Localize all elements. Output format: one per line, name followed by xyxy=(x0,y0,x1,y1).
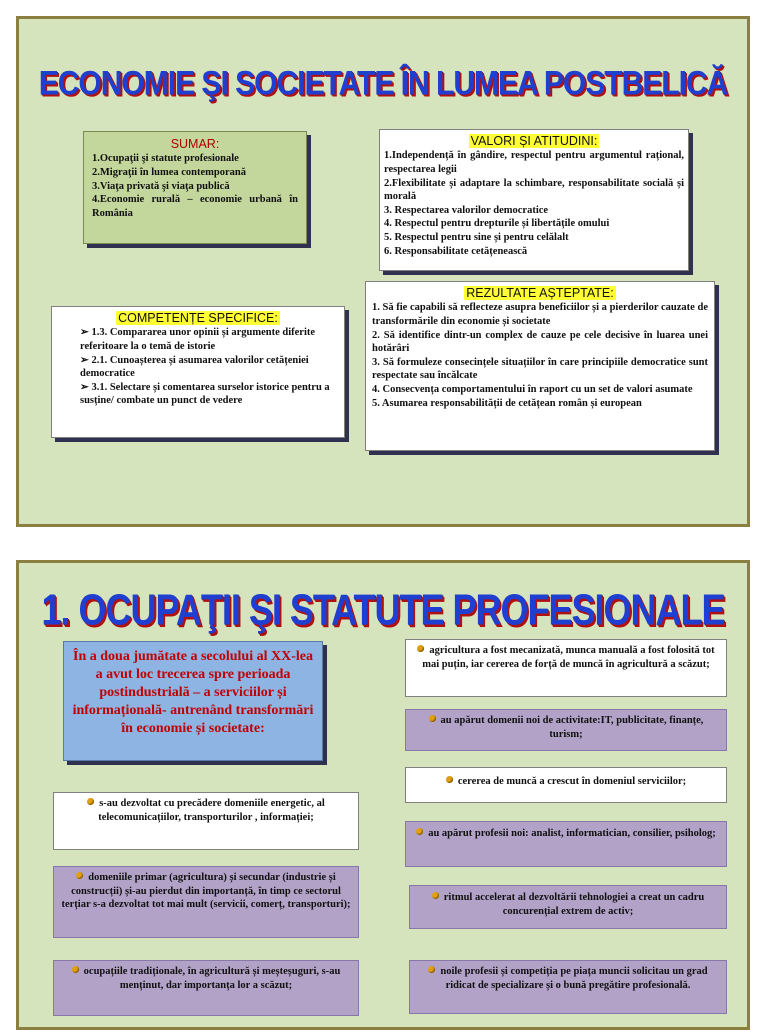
arrow-bullet-icon: ➢ xyxy=(80,381,89,393)
left-point-3: ocupațiile tradiționale, în agricultură și meșteșuguri, s-au menținut, dar importanța lor a scăzut; xyxy=(53,960,359,1016)
valori-item: 3. Respectarea valorilor democratice xyxy=(384,204,549,216)
right-point-3: cererea de muncă a crescut în domeniul serviciilor; xyxy=(405,767,727,803)
sumar-item: 1.Ocupaţii şi statute profesionale xyxy=(92,153,239,165)
valori-item: 2.Flexibilitate și adaptare la schimbare, responsabilitate socială și morală xyxy=(384,177,684,203)
intro-box: În a doua jumătate a secolului al XX-lea a avut loc trecerea spre perioada postindustrială – a serviciilor și informațională- antrenând transformări în economie și societate: xyxy=(63,641,323,761)
rezultate-header: REZULTATE AȘTEPTATE: xyxy=(466,286,614,300)
valori-item: 1.Independență în gândire, respectul pentru argumentul rațional, respectarea legii xyxy=(384,150,684,175)
competente-item: ➢ 2.1. Cunoașterea și asumarea valorilor cetățeniei democratice xyxy=(80,354,309,380)
arrow-bullet-icon: ➢ xyxy=(80,327,89,339)
rezultate-item: 5. Asumarea responsabilității de cetățean român și european xyxy=(372,397,642,409)
right-point-1: agricultura a fost mecanizată, munca manuală a fost folosită tot mai puțin, iar cererea de forță de muncă în agricultură a scăzut; xyxy=(405,639,727,697)
competente-item: ➢ 1.3. Compararea unor opinii și argumente diferite referitoare la o temă de istorie xyxy=(80,327,316,352)
slide1-title: ECONOMIE ŞI SOCIETATE ÎN LUMEA POSTBELICĂ xyxy=(38,64,728,103)
valori-item: 5. Respectul pentru sine și pentru celălalt xyxy=(384,232,569,244)
rezultate-item: 3. Să formuleze consecințele situațiilor în care principiile democratice sunt respectate sau încălcate xyxy=(372,356,708,382)
valori-item: 4. Respectul pentru drepturile și libertățile omului xyxy=(384,218,610,230)
rezultate-item: 1. Să fie capabili să reflecteze asupra beneficiilor și a pierderilor cauzate de transformările din economie și societate xyxy=(372,302,708,327)
slide-economie-societate xyxy=(16,16,750,527)
bullet-icon xyxy=(429,715,436,722)
left-point-2: domeniile primar (agricultura) și secundar (industrie și construcții) și-au pierdut din importanță, în timp ce sectorul terțiar s-a dezvoltat tot mai mult (servicii, comerț, transporturi); xyxy=(53,866,359,938)
competente-item: ➢ 3.1. Selectare și comentarea surselor istorice pentru a susține/ combate un punct de vedere xyxy=(80,381,330,407)
sumar-box xyxy=(83,131,307,244)
bullet-icon xyxy=(72,966,79,973)
bullet-icon xyxy=(416,828,423,835)
slide-ocupatii xyxy=(16,560,750,1030)
bullet-icon xyxy=(428,966,435,973)
left-point-1: s-au dezvoltat cu precădere domeniile energetic, al telecomunicațiilor, transporturilor , informației; xyxy=(53,792,359,850)
right-point-2: au apărut domenii noi de activitate:IT, publicitate, finanțe, turism; xyxy=(405,709,727,751)
right-point-4: au apărut profesii noi: analist, informatician, consilier, psiholog; xyxy=(405,821,727,867)
right-point-6: noile profesii și competiția pe piața muncii solicitau un grad ridicat de specializare și o bună pregătire profesională. xyxy=(409,960,727,1014)
bullet-icon xyxy=(87,798,94,805)
sumar-item: 4.Economie rurală – economie urbană în România xyxy=(92,194,298,219)
sumar-header: SUMAR: xyxy=(170,137,220,151)
rezultate-box xyxy=(365,281,715,451)
slide2-title: 1. OCUPAŢII ŞI STATUTE PROFESIONALE xyxy=(41,584,725,634)
sumar-item: 3.Viaţa privată şi viaţa publică xyxy=(92,180,230,192)
valori-item: 6. Responsabilitate cetățenească xyxy=(384,245,528,257)
bullet-icon xyxy=(417,645,424,652)
rezultate-item: 4. Consecvența comportamentului în raport cu un set de valori asumate xyxy=(372,384,693,396)
bullet-icon xyxy=(76,872,83,879)
valori-box xyxy=(379,129,689,271)
valori-header: VALORI ȘI ATITUDINI: xyxy=(470,134,598,148)
competente-header: COMPETENȚE SPECIFICE: xyxy=(118,311,278,325)
arrow-bullet-icon: ➢ xyxy=(80,354,89,366)
bullet-icon xyxy=(446,776,453,783)
bullet-icon xyxy=(432,892,439,899)
right-point-5: ritmul accelerat al dezvoltării tehnologiei a creat un cadru concurențial extrem de activ; xyxy=(409,885,727,929)
rezultate-item: 2. Să identifice dintr-un complex de cauze pe cele decisive în luarea unei hotărâri xyxy=(372,329,708,355)
competente-box xyxy=(51,306,345,438)
sumar-item: 2.Migraţii în lumea contemporană xyxy=(92,166,246,178)
